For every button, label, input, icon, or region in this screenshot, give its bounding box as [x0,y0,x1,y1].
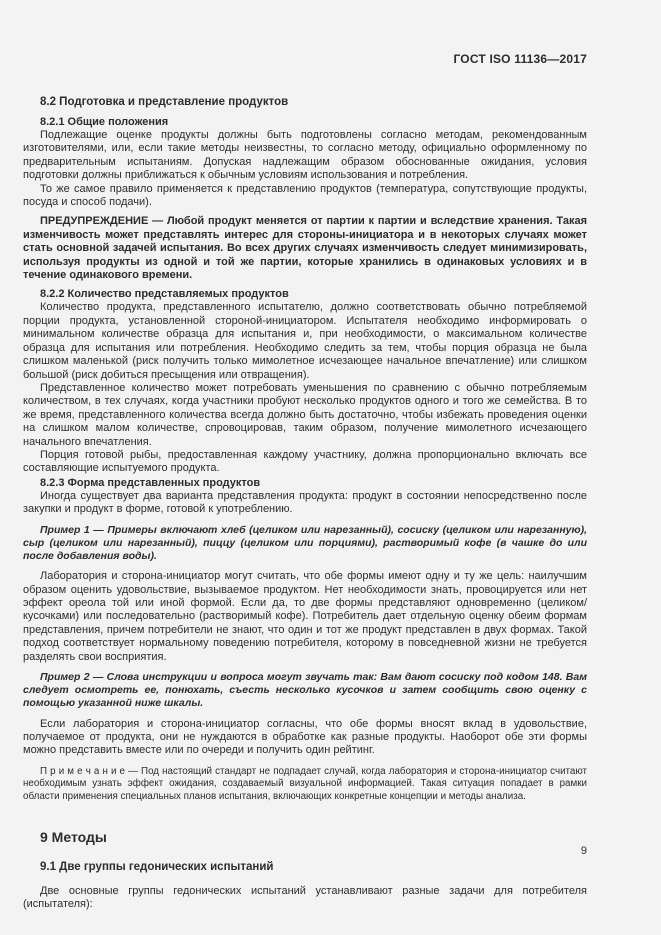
paragraph: Иногда существует два варианта представления продукта: продукт в состоянии непосредственно после закупки и продукт в форме, готовой к употреблению. [23,489,587,516]
paragraph: Порция готовой рыбы, предоставленная каждому участнику, должна пропорционально включать все составляющие испытуемого продукта. [23,448,587,475]
section-9-title: 9 Методы [40,829,107,846]
paragraph: Две основные группы гедонических испытаний устанавливают разные задачи для потребителя (испытателя): [23,885,587,911]
paragraph: Если лаборатория и сторона-инициатор согласны, что обе формы вносят вклад в удовольствие, получаемое от продукта, они не нуждаются в обработке как разные продукты. Наоборот обе эти формы можно представить вместе или по очереди и получить один рейтинг. [23,717,587,757]
page-number: 9 [580,845,587,857]
example-paragraph: Пример 1 — Примеры включают хлеб (целиком или нарезанный), сосиску (целиком или нарезанную), сыр (целиком или нарезанный), пиццу (целиком или порциями), растворимый кофе (в чашке до или после добавления воды). [23,523,587,562]
example-paragraph: Пример 2 — Слова инструкции и вопроса могут звучать так: Вам дают сосиску под кодом 148. Вам следует осмотреть ее, понюхать, съесть несколько кусочков и затем сообщить свою оценку с помощью указанной ниже шкалы. [23,671,587,710]
section-8-2-3-title: 8.2.3 Форма представленных продуктов [40,476,261,489]
section-9-1-title: 9.1 Две группы гедонических испытаний [40,861,274,874]
paragraph: Представленное количество может потребовать уменьшения по сравнению с обычно потребляемым количеством, в тех случаях, когда участники пробуют несколько продуктов одного и того же семейства. В то же время, представленного количества всегда должно быть достаточно, чтобы избежать проведения оценки на слишком малом количестве, спровоцировав, таким образом, получение мимолетного исчезающего начального впечатления. [23,381,587,448]
paragraph: Лаборатория и сторона-инициатор могут считать, что обе формы имеют одну и ту же цель: наилучшим образом оценить удовольствие, вызываемое продуктом. Нет необходимости знать, провоцируется или нет эффект ореола той или иной формой. Если да, то две формы представляют одновременно (целиком/кусочками) или последовательно (растворимый кофе). Потребитель дает отдельную оценку обеим формам представления, причем потребители не знают, что один и тот же продукт представлен в двух формах. Такой подход соответствует нормальному поведению потребителя, которому в повседневной жизни не требуется разделять свои восприятия. [23,570,587,663]
paragraph: То же самое правило применяется к представлению продуктов (температура, сопутствующие продукты, посуда и способ подачи). [23,182,587,209]
standard-code-header: ГОСТ ISO 11136—2017 [453,52,587,66]
section-8-2-title: 8.2 Подготовка и представление продуктов [40,96,289,108]
section-8-2-1-title: 8.2.1 Общие положения [40,116,169,128]
warning-paragraph: ПРЕДУПРЕЖДЕНИЕ — Любой продукт меняется от партии к партии и вследствие хранения. Такая изменчивость может представлять интерес для стороны-инициатора и в некоторых случаях может стать основной задачей испытания. Во всех других случаях изменчивость следует минимизировать, используя продукты из одной и той же партии, которые хранились в одинаковых условиях и в течение одинакового времени. [23,215,587,282]
section-8-2-2-title: 8.2.2 Количество представляемых продуктов [40,288,289,301]
paragraph: Подлежащие оценке продукты должны быть подготовлены согласно методам, рекомендованным изготовителями, или, если такие методы неизвестны, то согласно методу, официально оформленному по предварительным испытаниям. Допуская надлежащим образом обоснованные ожидания, условия подготовки должны приближаться к обычным условиям использования и потребления. [23,129,587,182]
paragraph: Количество продукта, представленного испытателю, должно соответствовать обычно потребляемой порции продукта, установленной стороной-инициатором. Испытателя необходимо информировать о минимальном количестве образца для испытания и, при необходимости, о максимальном количестве образца для испытания или потребления. Необходимо следить за тем, чтобы порция образца не была слишком маленькой (риск получить только мимолетное исчезающее начальное впечатление) или слишком большой (риск добиться пресыщения или отвращения). [23,301,587,381]
note-paragraph: П р и м е ч а н и е — Под настоящий стандарт не подпадает случай, когда лаборатория и сторона-инициатор считают необходимым узнать эффект ожидания, создаваемый визуальной информацией. Такая ситуация попадает в рамки области применения специальных планов испытания, включающих конкретные концепции и методы анализа. [23,765,587,802]
